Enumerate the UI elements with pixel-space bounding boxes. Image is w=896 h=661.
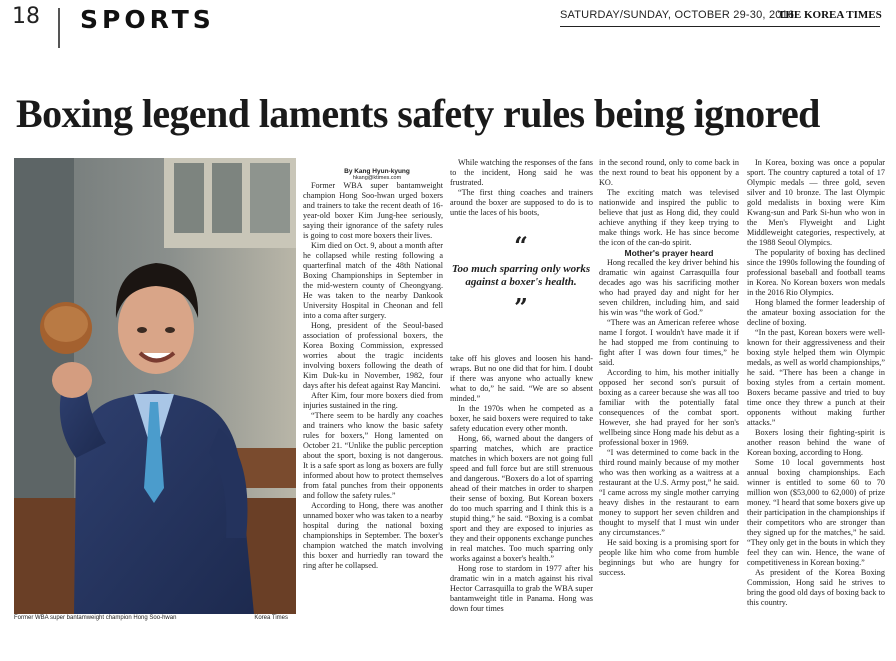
paragraph: In Korea, boxing was once a popular sport. The country captured a total of 17 Olympic medals — three gold, seven silver and 10 bronze. The last Olympic gold medalists in boxing were Kim Kwang-sun and Park Si-hun who won in the Men's Flyweight and Light Middleweight categories, respectively, at the 1988 Seoul Olympics. [747,158,885,247]
pull-quote-text: Too much sparring only works against a boxer's health. [451,263,591,288]
dateline: SATURDAY/SUNDAY, OCTOBER 29-30, 2016 [560,9,795,21]
newspaper-name: THE KOREA TIMES [778,9,882,21]
paragraph: In the 1970s when he competed as a boxer, he said boxers were required to take safety education every other month. [450,404,593,433]
paragraph: The exciting match was televised nationwide and inspired the public to believe that just as Hong did, they could achieve anything if they keep trying to make things work. He has since become the icon of the can-do spirit. [599,188,739,247]
article-column-2-top [450,158,593,218]
paragraph: “There seem to be hardly any coaches and trainers who know the basic safety rules for boxers,” Hong lamented on October 21. “Unlike the public perception about the sport, boxing is not dangerous. It is a safe sport as long as boxers are fully informed about how to protect themselves from fatal punches from their opponents and follow the safety rules.” [303,411,443,500]
paragraph: in the second round, only to come back in the next round to beat his opponent by a KO. [599,158,739,187]
subhead: Mother's prayer heard [624,248,714,258]
paragraph: The popularity of boxing has declined since the 1990s following the founding of professional baseball and football teams in Korea. No Korean boxers won medals in the 2016 Rio Olympics. [747,248,885,297]
headline: Boxing legend laments safety rules being ignored [16,91,820,136]
paragraph: Hong recalled the key driver behind his dramatic win against Carrasquilla four decades ago was his sacrificing mother who had prayed day and night for her seven children, including him, and said his win was “the work of God.” [599,258,739,317]
paragraph: After Kim, four more boxers died from injuries sustained in the ring. [303,391,443,410]
section-title: SPORTS [80,5,215,34]
paragraph: While watching the responses of the fans to the incident, Hong said he was frustrated. [450,158,593,187]
article-column-2-bottom [450,354,593,614]
photo-credit: Korea Times [254,615,288,621]
caption-text: Former WBA super bantamweight champion Hong Soo-hwan [14,615,177,621]
paragraph: He said boxing is a promising sport for people like him who come from humble beginnings but who are hungry for success. [599,538,739,577]
paragraph: Hong, president of the Seoul-based association of professional boxers, the Korea Boxing Commission, expressed worries about the tragic incidents involving boxers following the death of Kim Duk-ku in November, 1982, four days after his defeat against Ray Mancini. [303,321,443,390]
paragraph: “In the past, Korean boxers were well-known for their aggressiveness and their boxing style helped them win Olympic medals, as well as world championships,” he said. “There has been a change in boxing styles from a certain moment. Boxers became passive and tried to buy time once they threw a punch at their opponents without making further attacks.” [747,328,885,427]
paragraph: take off his gloves and loosen his hand-wraps. But no one did that for him. I doubt if there was anyone who actually knew what to do,” he said. “We are so absent minded.” [450,354,593,403]
open-quote-mark: “ [514,231,528,260]
paragraph: “I was determined to come back in the third round mainly because of my mother who was then working as a waitress at a restaurant at the U.S. Army post,” he said. “I came across my single mother carrying heavy dishes in the restaurant to earn money to support her seven children and thought to myself that I must win under any circumstances.” [599,448,739,537]
byline-email: hkang@ktimes.com [352,175,402,181]
paragraph: Hong rose to stardom in 1977 after his dramatic win in a match against his rival Hector Carrasquilla to grab the WBA super bantamweight title in Panama. Hong was down four times [450,564,593,613]
page-number: 18 [12,4,40,29]
paragraph: Former WBA super bantamweight champion Hong Soo-hwan urged boxers and trainers to take the recent death of 16-year-old boxer Kim Jung-hee seriously, saying their ignorance of the safety rules is going to cost more boxers their lives. [303,181,443,240]
paragraph: Hong, 66, warned about the dangers of sparring matches, which are practice matches in which boxers are not going full speed and full force but are still strenuous and dangerous. “Boxers do a lot of sparring ahead of their matches in order to sharpen their sense of boxing. But Korean boxers do too much sparring and I think this is a stupid thing,” he said. “Boxing is a combat sport and they are exposed to injuries as they and their opponents exchange punches in real matches. Too much sparring only works against a boxer's health.” [450,434,593,563]
header-divider [58,8,60,48]
byline: By Kang Hyun-kyung [344,168,410,175]
header-rule [560,26,880,27]
article-column-1 [303,168,443,571]
paragraph: Boxers losing their fighting-spirit is another reason behind the wane of Korean boxing, according to Hong. [747,428,885,457]
article-column-4 [747,158,885,608]
close-quote-mark: ” [514,293,528,322]
paragraph: According to Hong, there was another unnamed boxer who was taken to a nearby hospital during the national boxing championships in September. The boxer's champion watched the match involving this boxer and hurriedly ran toward the ring after he collapsed. [303,501,443,570]
paragraph: Hong blamed the former leadership of the amateur boxing association for the decline of boxing. [747,298,885,327]
paragraph: Kim died on Oct. 9, about a month after he collapsed while resting following a quarterfinal match of the 48th National Boxing Championships in September in the mid-western county of Cheongyang. He was taken to the nearby Dankook University Hospital in Cheonan and fell into a coma after surgery. [303,241,443,320]
article-column-3 [599,158,739,578]
boxer-illustration [14,158,296,614]
paragraph: Some 10 local governments host annual boxing championships. Each winner is entitled to some 60 to 70 million won ($53,000 to 62,000) of prize money. “I heard that some boxers give up their participation in the championships if their competitors who are stronger than they signed up for the matches,” he said. “They only get in the bouts in which they feel they can win. Hence, the wane of competitiveness in Korean boxing.” [747,458,885,567]
pull-quote [448,231,594,322]
paragraph: “The first thing coaches and trainers around the boxer are supposed to do is to untie the laces of his boots, [450,188,593,217]
paragraph: As president of the Korea Boxing Commission, Hong said he strives to bring the good old days of boxing back to this country. [747,568,885,607]
photo-boxer [14,158,296,614]
paragraph: “There was an American referee whose name I forgot. I wouldn't have made it if he had stopped me from continuing to fight after I was down four times,” he said. [599,318,739,367]
photo-caption [14,615,296,621]
paragraph: According to him, his mother initially opposed her second son's pursuit of boxing as a career because she was all too familiar with the potentially fatal consequences of the combat sport. However, she had prayed for her son's wellbeing since Hong made his debut as a professional boxer in 1969. [599,368,739,447]
